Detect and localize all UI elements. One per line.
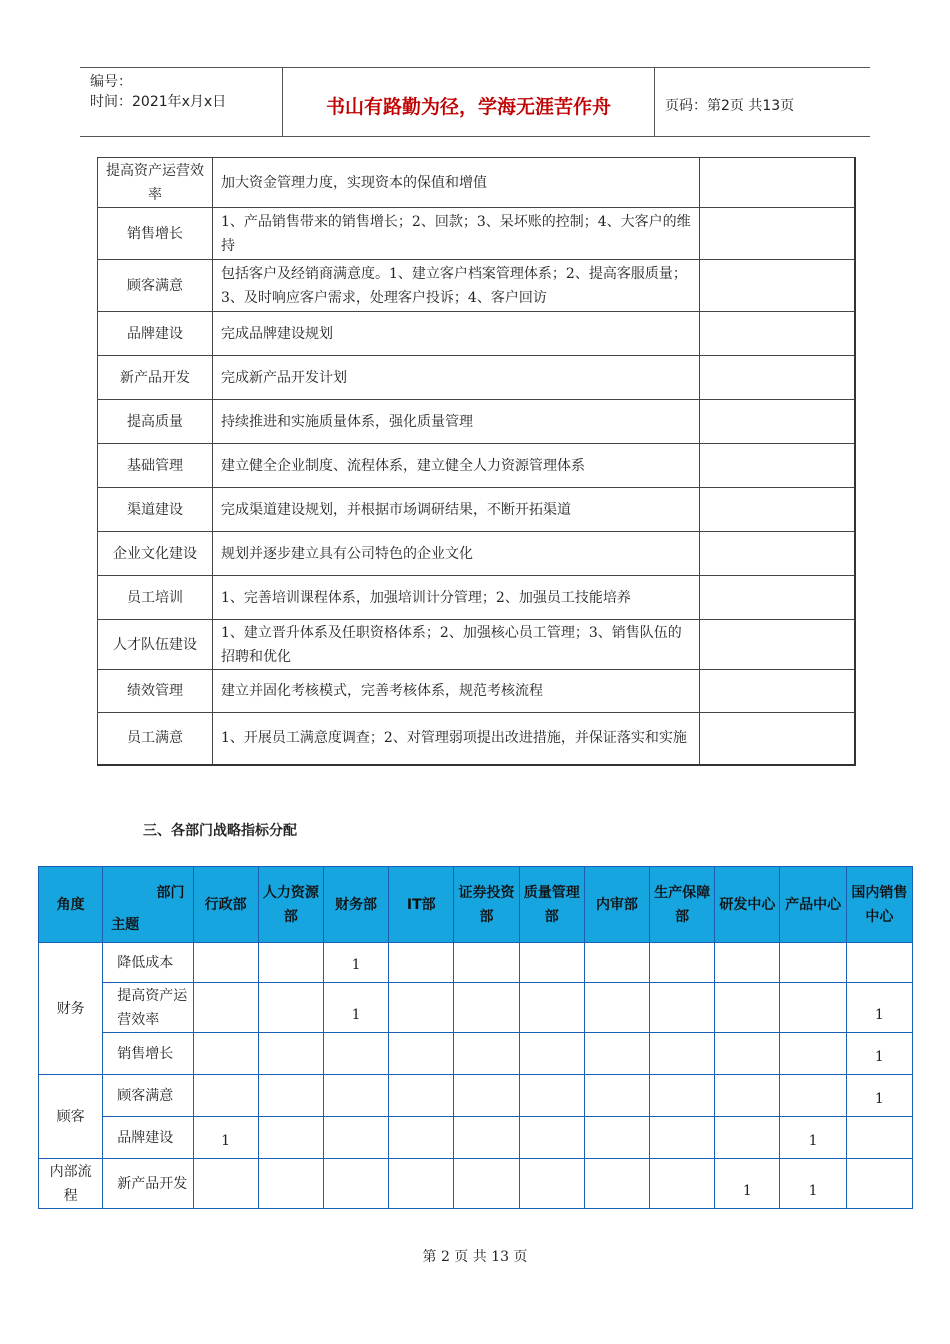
goal-item: 企业文化建设 xyxy=(98,532,213,576)
mark-cell xyxy=(519,943,584,983)
corner-header xyxy=(103,867,193,943)
goal-extra xyxy=(700,532,855,576)
goal-extra xyxy=(700,208,855,260)
mark-cell xyxy=(584,1159,649,1209)
corner-subject-label: 主题 xyxy=(111,916,140,933)
table-row xyxy=(98,713,855,765)
mark-cell: 1 xyxy=(323,943,388,983)
mark-cell xyxy=(650,943,715,983)
mark-cell xyxy=(258,943,323,983)
goal-description: 规划并逐步建立具有公司特色的企业文化 xyxy=(213,532,700,576)
goal-description: 1、产品销售带来的销售增长；2、回款；3、呆坏账的控制；4、大客户的维持 xyxy=(213,208,700,260)
dept-header: 研发中心 xyxy=(715,867,780,943)
dept-header: 产品中心 xyxy=(780,867,846,943)
goal-description: 包括客户及经销商满意度。1、建立客户档案管理体系；2、提高客服质量；3、及时响应客户需求，处理客户投诉；4、客户回访 xyxy=(213,260,700,312)
mark-cell: 1 xyxy=(780,1159,846,1209)
goal-description: 完成新产品开发计划 xyxy=(213,356,700,400)
subject-cell: 降低成本 xyxy=(103,943,193,983)
mark-cell xyxy=(584,1075,649,1117)
mark-cell xyxy=(258,1117,323,1159)
goal-item: 员工培训 xyxy=(98,576,213,620)
dept-header: 质量管理部 xyxy=(519,867,584,943)
table-row xyxy=(39,983,913,1033)
goal-item: 品牌建设 xyxy=(98,312,213,356)
mark-cell xyxy=(715,1033,780,1075)
goal-extra xyxy=(700,260,855,312)
table-row xyxy=(98,488,855,532)
mark-cell xyxy=(323,1075,388,1117)
mark-cell xyxy=(258,1033,323,1075)
mark-cell xyxy=(846,1159,912,1209)
mark-cell xyxy=(650,983,715,1033)
mark-cell xyxy=(780,983,846,1033)
table-row xyxy=(98,400,855,444)
subject-cell: 销售增长 xyxy=(103,1033,193,1075)
mark-cell xyxy=(193,983,258,1033)
table-row xyxy=(39,1117,913,1159)
mark-cell xyxy=(258,1159,323,1209)
department-indicator-table xyxy=(38,866,913,1209)
table-row xyxy=(39,1075,913,1117)
goal-item: 提高质量 xyxy=(98,400,213,444)
dept-header: IT部 xyxy=(389,867,454,943)
page-footer: 第 2 页 共 13 页 xyxy=(422,1249,528,1265)
mark-cell xyxy=(389,1033,454,1075)
goal-description: 建立健全企业制度、流程体系，建立健全人力资源管理体系 xyxy=(213,444,700,488)
mark-cell: 1 xyxy=(846,983,912,1033)
mark-cell xyxy=(323,1033,388,1075)
mark-cell xyxy=(715,983,780,1033)
mark-cell xyxy=(715,1075,780,1117)
page-header xyxy=(80,67,870,137)
mark-cell xyxy=(780,1075,846,1117)
goal-description: 1、开展员工满意度调查；2、对管理弱项提出改进措施，并保证落实和实施 xyxy=(213,713,700,765)
subject-cell: 提高资产运营效率 xyxy=(103,983,193,1033)
goal-extra xyxy=(700,356,855,400)
mark-cell xyxy=(193,1159,258,1209)
mark-cell: 1 xyxy=(846,1033,912,1075)
mark-cell xyxy=(193,1075,258,1117)
dept-header: 证券投资部 xyxy=(454,867,519,943)
dept-header: 人力资源部 xyxy=(258,867,323,943)
goal-item: 人才队伍建设 xyxy=(98,620,213,670)
goal-extra xyxy=(700,400,855,444)
mark-cell xyxy=(258,1075,323,1117)
goal-extra xyxy=(700,488,855,532)
subject-cell: 顾客满意 xyxy=(103,1075,193,1117)
header-meta xyxy=(80,68,283,136)
doc-time-label: 时间：2021年x月x日 xyxy=(90,94,227,110)
mark-cell xyxy=(258,983,323,1033)
mark-cell xyxy=(650,1075,715,1117)
goal-item: 顾客满意 xyxy=(98,260,213,312)
angle-header: 角度 xyxy=(39,867,103,943)
mark-cell xyxy=(193,943,258,983)
mark-cell xyxy=(454,983,519,1033)
mark-cell xyxy=(584,943,649,983)
goal-description: 完成品牌建设规划 xyxy=(213,312,700,356)
goal-extra xyxy=(700,713,855,765)
mark-cell xyxy=(454,943,519,983)
goal-description: 1、建立晋升体系及任职资格体系；2、加强核心员工管理；3、销售队伍的招聘和优化 xyxy=(213,620,700,670)
mark-cell xyxy=(454,1033,519,1075)
table-row xyxy=(98,260,855,312)
strategy-goals-table xyxy=(97,157,856,766)
goal-extra xyxy=(700,312,855,356)
goal-item: 员工满意 xyxy=(98,713,213,765)
mark-cell xyxy=(389,1117,454,1159)
mark-cell: 1 xyxy=(715,1159,780,1209)
mark-cell xyxy=(584,1033,649,1075)
mark-cell xyxy=(454,1075,519,1117)
mark-cell xyxy=(454,1159,519,1209)
angle-cell: 财务 xyxy=(39,943,103,1075)
angle-cell: 顾客 xyxy=(39,1075,103,1159)
table-row xyxy=(98,576,855,620)
mark-cell xyxy=(650,1159,715,1209)
goal-item: 提高资产运营效率 xyxy=(98,158,213,208)
table-row xyxy=(98,444,855,488)
table-row xyxy=(39,943,913,983)
mark-cell xyxy=(323,1117,388,1159)
table-header-row xyxy=(39,867,913,943)
mark-cell: 1 xyxy=(193,1117,258,1159)
goal-description: 完成渠道建设规划，并根据市场调研结果，不断开拓渠道 xyxy=(213,488,700,532)
goal-description: 加大资金管理力度，实现资本的保值和增值 xyxy=(213,158,700,208)
angle-cell: 内部流程 xyxy=(39,1159,103,1209)
goal-item: 基础管理 xyxy=(98,444,213,488)
goal-extra xyxy=(700,670,855,713)
goal-item: 绩效管理 xyxy=(98,670,213,713)
table-row xyxy=(98,208,855,260)
goal-item: 新产品开发 xyxy=(98,356,213,400)
table-row xyxy=(39,1159,913,1209)
dept-header: 财务部 xyxy=(323,867,388,943)
table-row xyxy=(98,620,855,670)
header-page-info: 页码：第2页 共13页 xyxy=(665,98,795,114)
subject-cell: 新产品开发 xyxy=(103,1159,193,1209)
goal-item: 渠道建设 xyxy=(98,488,213,532)
mark-cell xyxy=(519,1159,584,1209)
mark-cell xyxy=(584,983,649,1033)
mark-cell xyxy=(715,1117,780,1159)
mark-cell: 1 xyxy=(846,1075,912,1117)
goal-extra xyxy=(700,576,855,620)
mark-cell xyxy=(454,1117,519,1159)
mark-cell xyxy=(780,943,846,983)
mark-cell xyxy=(389,1075,454,1117)
table-row xyxy=(98,670,855,713)
mark-cell: 1 xyxy=(323,983,388,1033)
goal-extra xyxy=(700,620,855,670)
mark-cell xyxy=(519,983,584,1033)
mark-cell xyxy=(780,1033,846,1075)
goal-extra xyxy=(700,158,855,208)
mark-cell xyxy=(519,1075,584,1117)
goal-description: 持续推进和实施质量体系，强化质量管理 xyxy=(213,400,700,444)
mark-cell xyxy=(389,1159,454,1209)
mark-cell xyxy=(519,1117,584,1159)
table-row xyxy=(39,1033,913,1075)
mark-cell xyxy=(193,1033,258,1075)
mark-cell xyxy=(715,943,780,983)
dept-header: 内审部 xyxy=(584,867,649,943)
doc-number-label: 编号： xyxy=(90,74,132,90)
mark-cell xyxy=(650,1117,715,1159)
mark-cell xyxy=(519,1033,584,1075)
goal-description: 1、完善培训课程体系，加强培训计分管理；2、加强员工技能培养 xyxy=(213,576,700,620)
goal-extra xyxy=(700,444,855,488)
goal-item: 销售增长 xyxy=(98,208,213,260)
mark-cell xyxy=(389,943,454,983)
table-row xyxy=(98,158,855,208)
mark-cell xyxy=(650,1033,715,1075)
subject-cell: 品牌建设 xyxy=(103,1117,193,1159)
table-row xyxy=(98,532,855,576)
mark-cell xyxy=(389,983,454,1033)
section-title: 三、各部门战略指标分配 xyxy=(143,823,297,839)
mark-cell xyxy=(846,943,912,983)
dept-header: 国内销售中心 xyxy=(846,867,912,943)
dept-header: 行政部 xyxy=(193,867,258,943)
dept-header: 生产保障部 xyxy=(650,867,715,943)
mark-cell xyxy=(846,1117,912,1159)
corner-dept-label: 部门 xyxy=(156,884,185,901)
header-motto: 书山有路勤为径，学海无涯苦作舟 xyxy=(283,68,655,136)
mark-cell xyxy=(584,1117,649,1159)
table-row xyxy=(98,356,855,400)
table-row xyxy=(98,312,855,356)
mark-cell: 1 xyxy=(780,1117,846,1159)
goal-description: 建立并固化考核模式，完善考核体系，规范考核流程 xyxy=(213,670,700,713)
mark-cell xyxy=(323,1159,388,1209)
